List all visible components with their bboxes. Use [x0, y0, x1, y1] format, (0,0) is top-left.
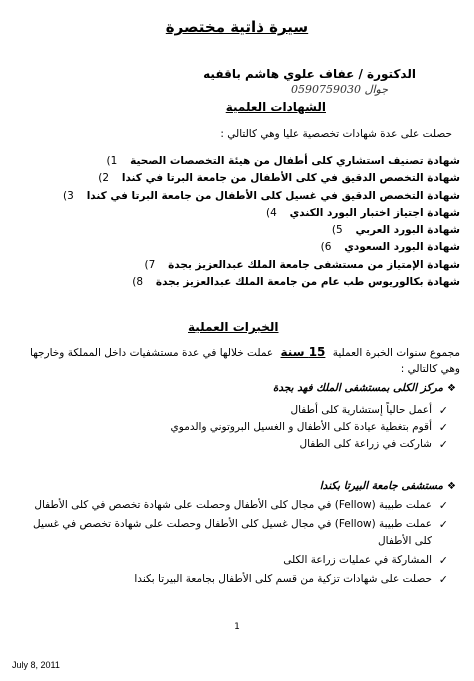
list-item [32, 552, 450, 569]
document-title: سيرة ذاتية مختصرة [165, 18, 309, 36]
list-item-text: أعمل حالياً إستشارية كلى أطفال [290, 404, 432, 416]
degree-item [10, 257, 460, 274]
list-item [32, 497, 450, 514]
kfh-experience-list [32, 402, 450, 453]
degree-number: 7) [144, 258, 156, 271]
degree-number: 6) [320, 241, 332, 254]
section-heading-text: مستشفى جامعة البيرتا بكندا [319, 480, 444, 492]
degree-text: شهادة الإمتياز من مستشفى جامعة الملك عبدالعزيز بجدة [168, 258, 460, 271]
page-number: 1 [234, 622, 240, 632]
degree-item [10, 188, 460, 205]
degrees-list [10, 153, 460, 291]
footer-date: July 8, 2011 [12, 660, 60, 670]
experience-intro-after: عملت خلالها في عدة مستشفيات داخل المملكة وخارجها وهي كالتالي : [30, 347, 460, 375]
degree-text: شهادة البورد العربي [355, 224, 460, 237]
section-heading-kfh [273, 382, 456, 394]
phone-number: جوال 0590759030 [290, 83, 388, 96]
degree-number: 3) [63, 189, 74, 202]
degree-text: شهادة التخصص الدقيق في كلى الأطفال من جامعة البرتا في كندا [121, 172, 460, 185]
list-item [32, 516, 450, 550]
education-heading: الشهادات العلمية [225, 100, 326, 114]
check-icon: ✓ [438, 499, 448, 512]
check-icon: ✓ [438, 421, 448, 434]
list-item-text: شاركت في زراعة كلى الطفال [299, 438, 432, 450]
section-heading-alberta [320, 480, 456, 492]
diamond-icon: ❖ [447, 383, 456, 394]
degree-item [10, 170, 460, 187]
degree-number: 4) [266, 206, 277, 219]
list-item-text: حصلت على شهادات تزكية من قسم كلى الأطفال بجامعة البيرتا بكندا [134, 573, 432, 585]
list-item-text: عملت طبيبة (Fellow) في مجال غسيل كلى الأطفال وحصلت على شهادة تخصص في غسيل كلى الأطفال [33, 518, 432, 547]
list-item-text: أقوم بتغطية عيادة كلى الأطفال و الغسيل البروتوني والدموي [170, 421, 432, 433]
author-name: الدكتورة / عفاف علوي هاشم باقفيه [203, 67, 416, 81]
check-icon: ✓ [438, 404, 448, 417]
education-intro: حصلت على عدة شهادات تخصصية عليا وهي كالتالي : [220, 128, 452, 140]
degree-item [10, 153, 460, 170]
check-icon: ✓ [438, 518, 448, 531]
diamond-icon: ❖ [447, 481, 456, 492]
degree-number: 1) [106, 155, 118, 167]
degree-item [10, 205, 460, 222]
degree-text: شهادة تصنيف استشاري كلى أطفال من هيئة التخصصات الصحية [130, 155, 460, 167]
alberta-experience-list [32, 497, 450, 590]
degree-item [10, 222, 460, 239]
check-icon: ✓ [438, 438, 448, 451]
check-icon: ✓ [438, 573, 448, 586]
check-icon: ✓ [438, 554, 448, 567]
list-item-text: المشاركة في عمليات زراعة الكلى [283, 554, 432, 566]
degree-text: شهادة بكالوريوس طب عام من جامعة الملك عبدالعزيز بجدة [155, 276, 460, 289]
section-heading-text: مركز الكلى بمستشفى الملك فهد بجدة [272, 382, 444, 394]
degree-item [10, 274, 460, 291]
experience-intro [20, 344, 460, 377]
experience-heading: الخبرات العملية [188, 320, 279, 334]
degree-text: شهادة البورد السعودي [344, 241, 460, 254]
list-item [32, 402, 450, 419]
list-item [32, 436, 450, 453]
experience-intro-before: مجموع سنوات الخبرة العملية [332, 347, 460, 359]
degree-number: 8) [132, 276, 144, 289]
degree-text: شهادة اجتياز اختبار البورد الكندي [289, 206, 460, 219]
experience-years: 15 سنة [280, 345, 326, 359]
list-item-text: عملت طبيبة (Fellow) في مجال كلى الأطفال وحصلت على شهادة تخصص في كلى الأطفال [34, 499, 432, 511]
list-item [32, 419, 450, 436]
degree-number: 5) [331, 224, 343, 237]
degree-text: شهادة التخصص الدقيق في غسيل كلى الأطفال من جامعة البرتا في كندا [86, 189, 460, 202]
degree-item [10, 239, 460, 256]
list-item [32, 571, 450, 588]
degree-number: 2) [98, 172, 109, 185]
